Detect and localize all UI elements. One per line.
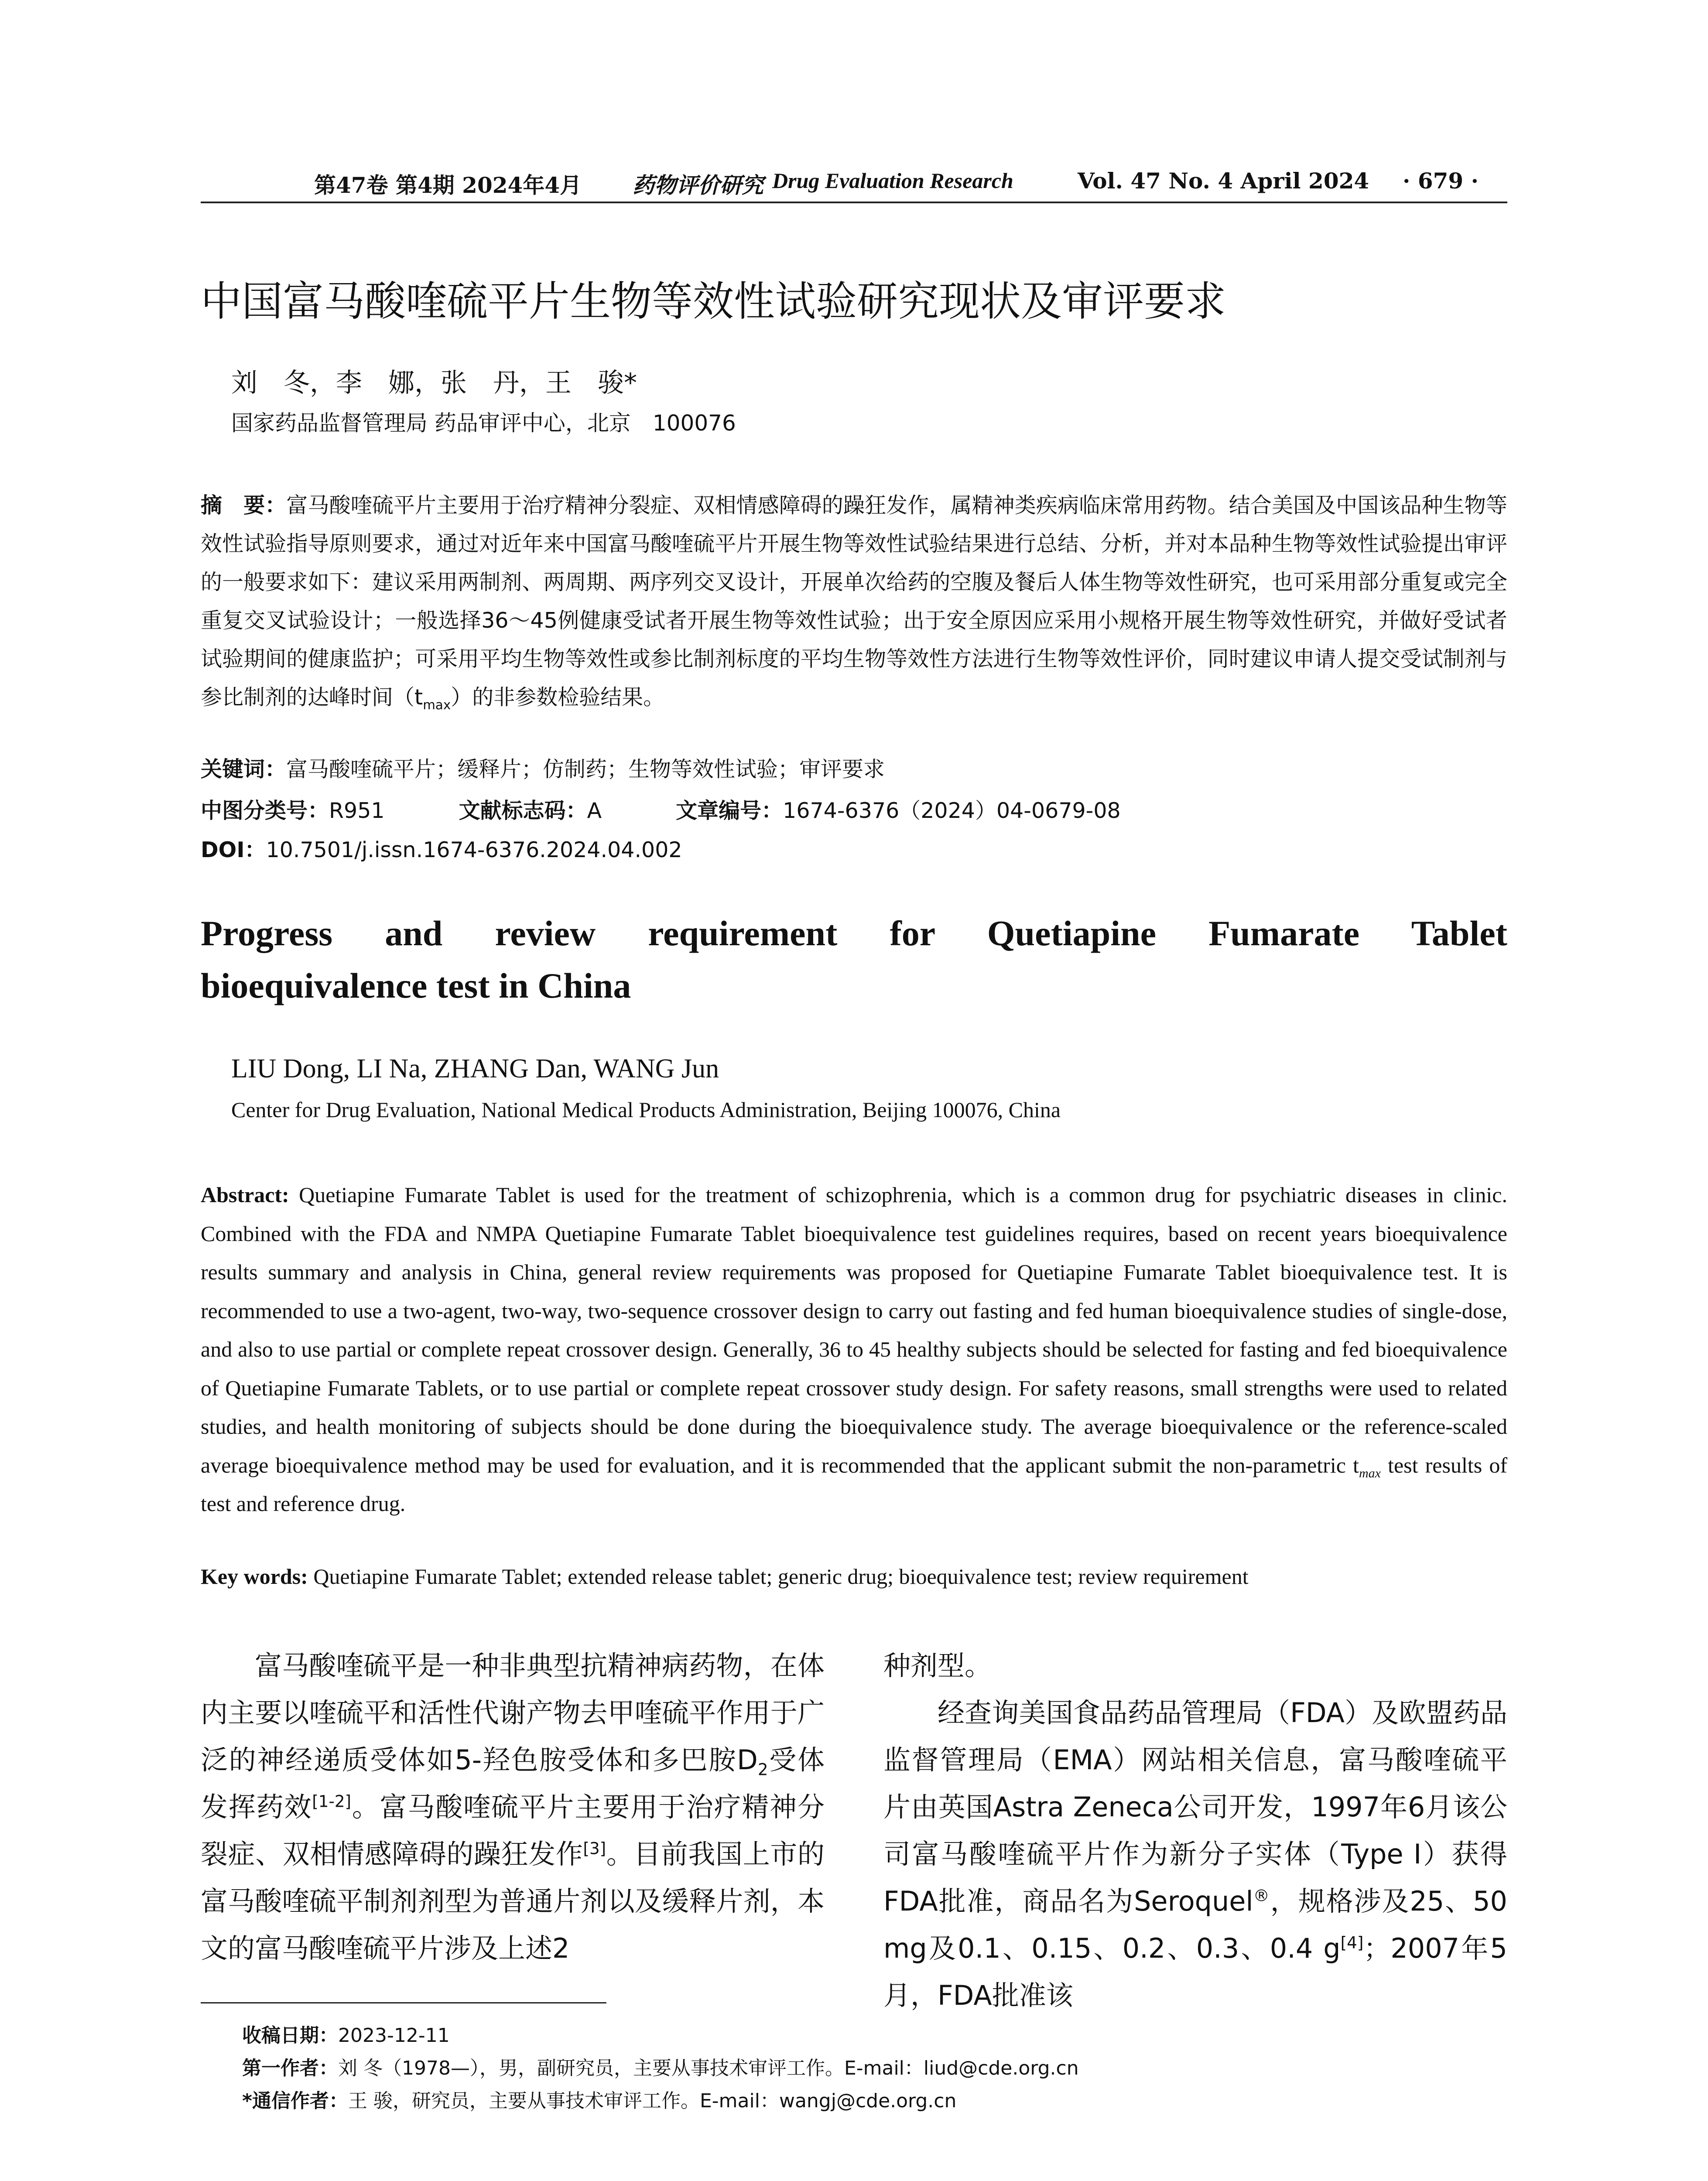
abstract-cn-end: ）的非参数检验结果。 [451,685,665,710]
authors-cn: 刘 冬，李 娜，张 丹，王 骏* [231,368,637,398]
footnote-text: 王 骏，研究员，主要从事技术审评工作。E-mail：wangj@cde.org.cn [348,2090,957,2112]
abstract-en-text: Quetiapine Fumarate Tablet is used for the treatment of schizophrenia, which is a common drug for psychiatric diseases in clinic. Combined with the FDA and NMPA Quetiapine Fumarate Tablet bioequivalence test guidelines requires, based on recent years bioequivalence results summary and analysis in China, general review requirements was proposed for Quetiapine Fumarate Tablet bioequivalence test. It is recommended to use a two-agent, two-way, two-sequence crossover design to carry out fasting and fed human bioequivalence studies of single-dose, and also to use partial or complete repeat crossover design. Generally, 36 to 45 healthy subjects should be selected for fasting and fed bioequivalence of Quetiapine Fumarate Tablets, or to use partial or complete repeat crossover study design. For safety reasons, small strengths were used to related studies, and health monitoring of subjects should be done during the bioequivalence study. The average bioequivalence or the reference-scaled average bioequivalence method may be used for evaluation, and it is recommended that the applicant submit the non-parametric t [201,1183,1507,1477]
page-number: · 679 · [1403,168,1479,194]
footnote-text: 2023-12-11 [338,2024,450,2047]
citation-ref[interactable]: [3] [583,1839,606,1858]
keywords-en-label: Key words: [201,1564,308,1589]
body-text: ；2007年5月，FDA批准该 [883,1932,1508,2011]
keywords-cn-label: 关键词： [201,757,287,782]
body-text: 经查询美国食品药品管理局（FDA）及欧盟药品监督管理局（EMA）网站相关信息，富马酸喹硫平片由英国Astra Zeneca公司开发，1997年6月该公司富马酸喹硫平片作为新分子实体（Type I）获得FDA批准，商品名为Seroquel [883,1697,1507,1917]
footnote-label: 收稿日期： [242,2024,338,2047]
citation-ref[interactable]: [1-2] [312,1791,352,1811]
keywords-en [201,1564,1249,1589]
body-paragraph [883,1689,1507,2019]
body-column-left [201,1642,825,1972]
issue-cn: 第47卷 第4期 2024年4月 [314,172,582,198]
abstract-cn [201,486,1507,717]
abstract-en [201,1176,1507,1523]
doi-link[interactable]: 10.7501/j.issn.1674-6376.2024.04.002 [266,838,682,862]
page-title-en [201,907,1507,1012]
issue-en: Vol. 47 No. 4 April 2024 [1078,168,1369,194]
body-paragraph [201,1642,825,1972]
body-column-right [883,1642,1507,2019]
citation-ref[interactable]: [4] [1340,1933,1364,1952]
journal-name-en: Drug Evaluation Research [772,168,1013,193]
keywords-cn-text: 富马酸喹硫平片；缓释片；仿制药；生物等效性试验；审评要求 [286,757,885,782]
doi-label: DOI： [201,838,266,862]
classification-line [201,794,1121,824]
tmax-sub: max [423,697,451,712]
body-text: 受体发挥药效 [201,1744,825,1823]
footnote-corresponding [242,2085,956,2113]
authors-en: LIU Dong, LI Na, ZHANG Dan, WANG Jun [231,1054,719,1084]
body-text: 富马酸喹硫平是一种非典型抗精神病药物，在体内主要以喹硫平和活性代谢产物去甲喹硫平作用于广泛的神经递质受体如5-羟色胺受体和多巴胺D [201,1650,825,1776]
footnote-label: *通信作者： [242,2090,349,2112]
header-rule [201,202,1507,203]
doc-code-label: 文献标志码： [459,798,587,823]
footnote-rule [201,2002,606,2003]
clc-value: R951 [329,798,385,823]
footnote-text: 刘 冬（1978—），男，副研究员，主要从事技术审评工作。E-mail：liud@cde.org.cn [338,2057,1079,2079]
body-text: 。目前我国上市的富马酸喹硫平制剂剂型为普通片剂以及缓释片剂，本文的富马酸喹硫平片涉及上述2 [201,1838,825,1964]
subscript: 2 [757,1760,768,1779]
affiliation-cn: 国家药品监督管理局 药品审评中心，北京 100076 [231,410,736,436]
affiliation-en: Center for Drug Evaluation, National Medical Products Administration, Beijing 100076, China [231,1097,1061,1122]
page-title-en-line2: bioequivalence test in China [201,966,631,1005]
abstract-cn-text: 富马酸喹硫平片主要用于治疗精神分裂症、双相情感障碍的躁狂发作，属精神类疾病临床常用药物。结合美国及中国该品种生物等效性试验指导原则要求，通过对近年来中国富马酸喹硫平片开展生物等效性试验结果进行总结、分析，并对本品种生物等效性试验提出审评的一般要求如下：建议采用两制剂、两周期、两序列交叉设计，开展单次给药的空腹及餐后人体生物等效性研究，也可采用部分重复或完全重复交叉试验设计；一般选择36～45例健康受试者开展生物等效性试验；出于安全原因应采用小规格开展生物等效性研究，并做好受试者试验期间的健康监护；可采用平均生物等效性或参比制剂标度的平均生物等效性方法进行生物等效性评价，同时建议申请人提交受试制剂与参比制剂的达峰时间（t [201,493,1507,710]
keywords-cn [201,752,885,783]
abstract-en-end: test results of test and reference drug. [201,1453,1507,1516]
clc-label: 中图分类号： [201,798,329,823]
journal-name-cn: 药物评价研究 [633,172,763,198]
body-paragraph: 种剂型。 [883,1650,992,1682]
doc-code-value: A [587,798,602,823]
page-title-en-line1: Progress and review requirement for Quetiapine Fumarate Tablet [201,913,1507,953]
footnote-received [242,2020,450,2048]
registered-mark: ® [1253,1886,1270,1905]
body-text: ，规格涉及25、50 mg及0.1、0.15、0.2、0.3、0.4 g [883,1885,1507,1964]
tmax-sub-en: max [1359,1466,1381,1480]
abstract-en-label: Abstract: [201,1183,289,1207]
doi-line [201,833,682,864]
footnote-first-author [242,2052,1079,2080]
abstract-cn-label: 摘 要： [201,493,287,518]
article-number-value: 1674-6376（2024）04-0679-08 [783,798,1121,823]
page-title-cn: 中国富马酸喹硫平片生物等效性试验研究现状及审评要求 [201,278,1226,325]
article-number-label: 文章编号： [676,798,783,823]
keywords-en-text: Quetiapine Fumarate Tablet; extended release tablet; generic drug; bioequivalence test; review requirement [313,1564,1249,1589]
running-header [201,168,1507,198]
footnote-label: 第一作者： [242,2057,338,2079]
body-text: 。富马酸喹硫平片主要用于治疗精神分裂症、双相情感障碍的躁狂发作 [201,1791,825,1870]
